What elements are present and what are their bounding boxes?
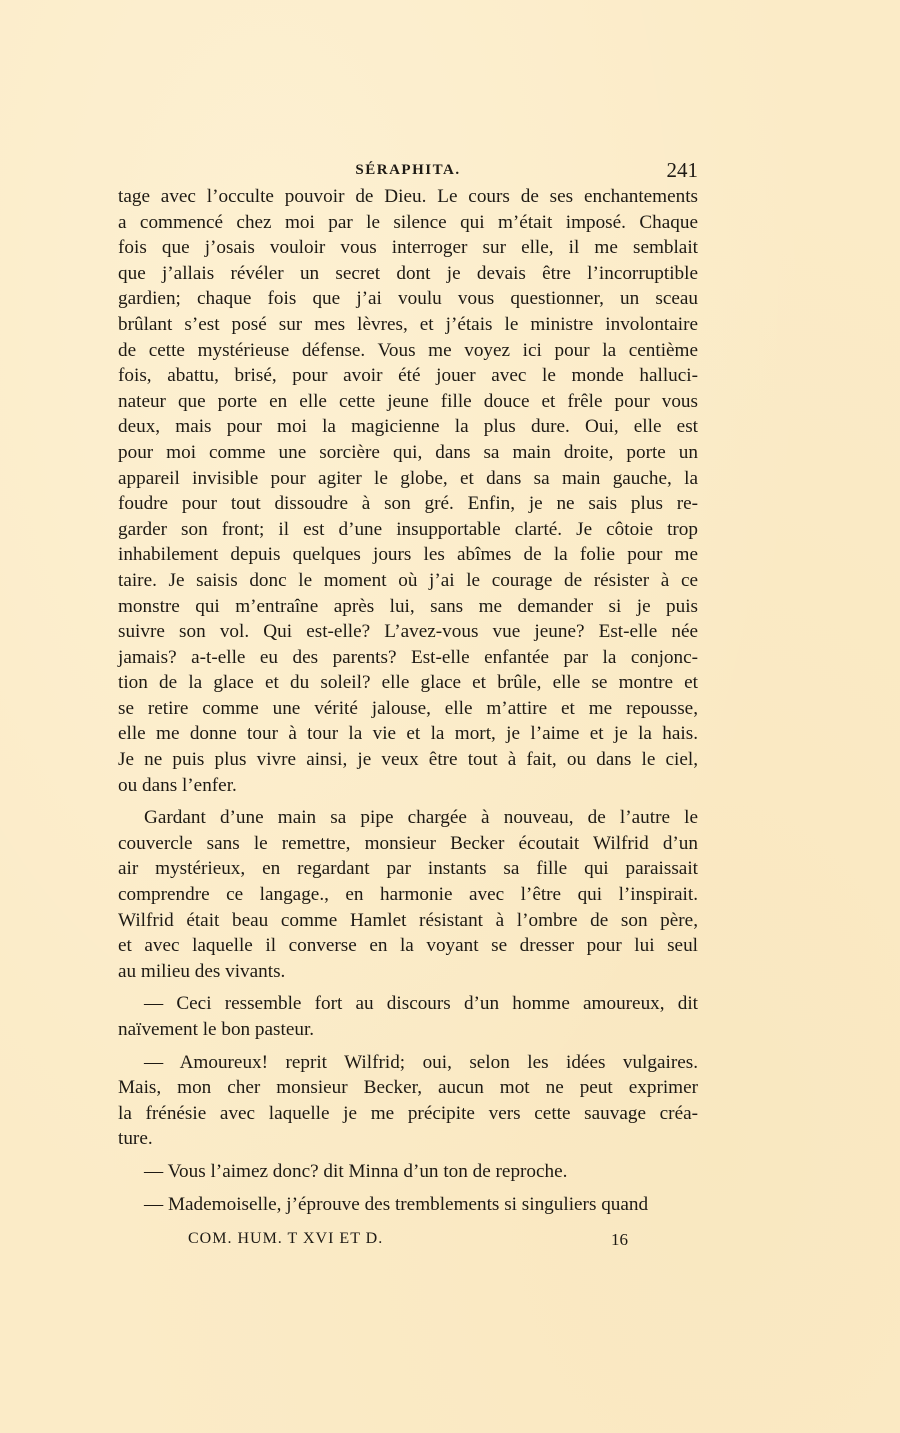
text-line: inhabilement depuis quelques jours les abîmes de la folie pour me [118, 544, 698, 566]
text-line: jamais? a-t-elle eu des parents? Est-elle enfantée par la conjonc- [118, 646, 698, 668]
text-line: — Amoureux! reprit Wilfrid; oui, selon les idées vulgaires. [144, 1051, 698, 1073]
text-line: Je ne puis plus vivre ainsi, je veux être tout à fait, ou dans le ciel, [118, 749, 698, 771]
signature-number: 16 [611, 1230, 628, 1249]
text-line: ture. [118, 1128, 153, 1150]
paragraph [118, 184, 698, 798]
page-number: 241 [666, 158, 698, 182]
paragraph [118, 1050, 698, 1152]
text-line: se retire comme une vérité jalouse, elle m’attire et me repousse, [118, 697, 698, 719]
text-line: fois, abattu, brisé, pour avoir été jouer avec le monde halluci- [118, 365, 698, 387]
text-line: brûlant s’est posé sur mes lèvres, et j’étais le ministre involontaire [118, 313, 698, 335]
paragraph-gap [118, 798, 698, 805]
text-line: air mystérieux, en regardant par instants sa fille qui paraissait [118, 858, 698, 880]
text-line: pour moi comme une sorcière qui, dans sa main droite, porte un [118, 441, 698, 463]
paragraph [118, 1192, 698, 1218]
text-line: naïvement le bon pasteur. [118, 1019, 315, 1040]
text-line: tage avec l’occulte pouvoir de Dieu. Le cours de ses enchantements [118, 186, 698, 207]
text-line: la frénésie avec laquelle je me précipite vers cette sauvage créa- [118, 1102, 698, 1124]
text-line: garder son front; il est d’une insupportable clarté. Je côtoie trop [118, 518, 698, 540]
body-text [118, 184, 698, 1217]
text-line: que j’allais révéler un secret dont je devais être l’incorruptible [118, 262, 698, 284]
paragraph [118, 805, 698, 984]
paragraph-gap [118, 1043, 698, 1050]
text-line: Mais, mon cher monsieur Becker, aucun mot ne peut exprimer [118, 1077, 698, 1099]
text-line: taire. Je saisis donc le moment où j’ai le courage de résister à ce [118, 569, 698, 591]
text-line: tion de la glace et du soleil? elle glace et brûle, elle se montre et [118, 672, 698, 694]
paragraph [118, 1159, 698, 1185]
text-line: — Vous l’aimez donc? dit Minna d’un ton de reproche. [144, 1160, 568, 1182]
text-line: gardien; chaque fois que j’ai voulu vous questionner, un sceau [118, 288, 698, 310]
text-line: monstre qui m’entraîne après lui, sans me demander si je puis [118, 595, 698, 617]
text-line: et avec laquelle il converse en la voyant se dresser pour lui seul [118, 935, 698, 957]
paragraph-gap [118, 984, 698, 991]
text-line: suivre son vol. Qui est-elle? L’avez-vous vue jeune? Est-elle née [118, 621, 698, 643]
text-line: de cette mystérieuse défense. Vous me voyez ici pour la centième [118, 339, 698, 361]
text-line: — Ceci ressemble fort au discours d’un homme amoureux, dit [144, 993, 698, 1015]
paragraph [118, 991, 698, 1042]
text-line: au milieu des vivants. [118, 960, 286, 982]
text-line: deux, mais pour moi la magicienne la plus dure. Oui, elle est [118, 416, 698, 438]
running-head [118, 158, 698, 182]
paragraph-gap [118, 1185, 698, 1192]
text-line: foudre pour tout dissoudre à son gré. Enfin, je ne sais plus re- [118, 493, 698, 515]
text-line: Wilfrid était beau comme Hamlet résistant à l’ombre de son père, [118, 909, 698, 931]
text-line: a commencé chez moi par le silence qui m’était imposé. Chaque [118, 211, 698, 233]
paragraph-gap [118, 1152, 698, 1159]
text-line: ou dans l’enfer. [118, 774, 237, 796]
text-line: appareil invisible pour agiter le globe, et dans sa main gauche, la [118, 467, 698, 489]
printer-signature: COM. HUM. T XVI ET D. [188, 1230, 384, 1247]
text-line: nateur que porte en elle cette jeune fille douce et frêle pour vous [118, 390, 698, 412]
text-line: fois que j’osais vouloir vous interroger sur elle, il me semblait [118, 237, 698, 259]
text-line: comprendre ce langage., en harmonie avec l’être qui l’inspirait. [118, 884, 698, 906]
text-line: Gardant d’une main sa pipe chargée à nouveau, de l’autre le [144, 807, 698, 829]
text-line: elle me donne tour à tour la vie et la mort, je l’aime et je la hais. [118, 723, 698, 745]
text-line: — Mademoiselle, j’éprouve des tremblements si singuliers quand [144, 1193, 649, 1215]
text-line: couvercle sans le remettre, monsieur Becker écoutait Wilfrid d’un [118, 832, 698, 854]
running-title: SÉRAPHITA. [355, 162, 461, 178]
